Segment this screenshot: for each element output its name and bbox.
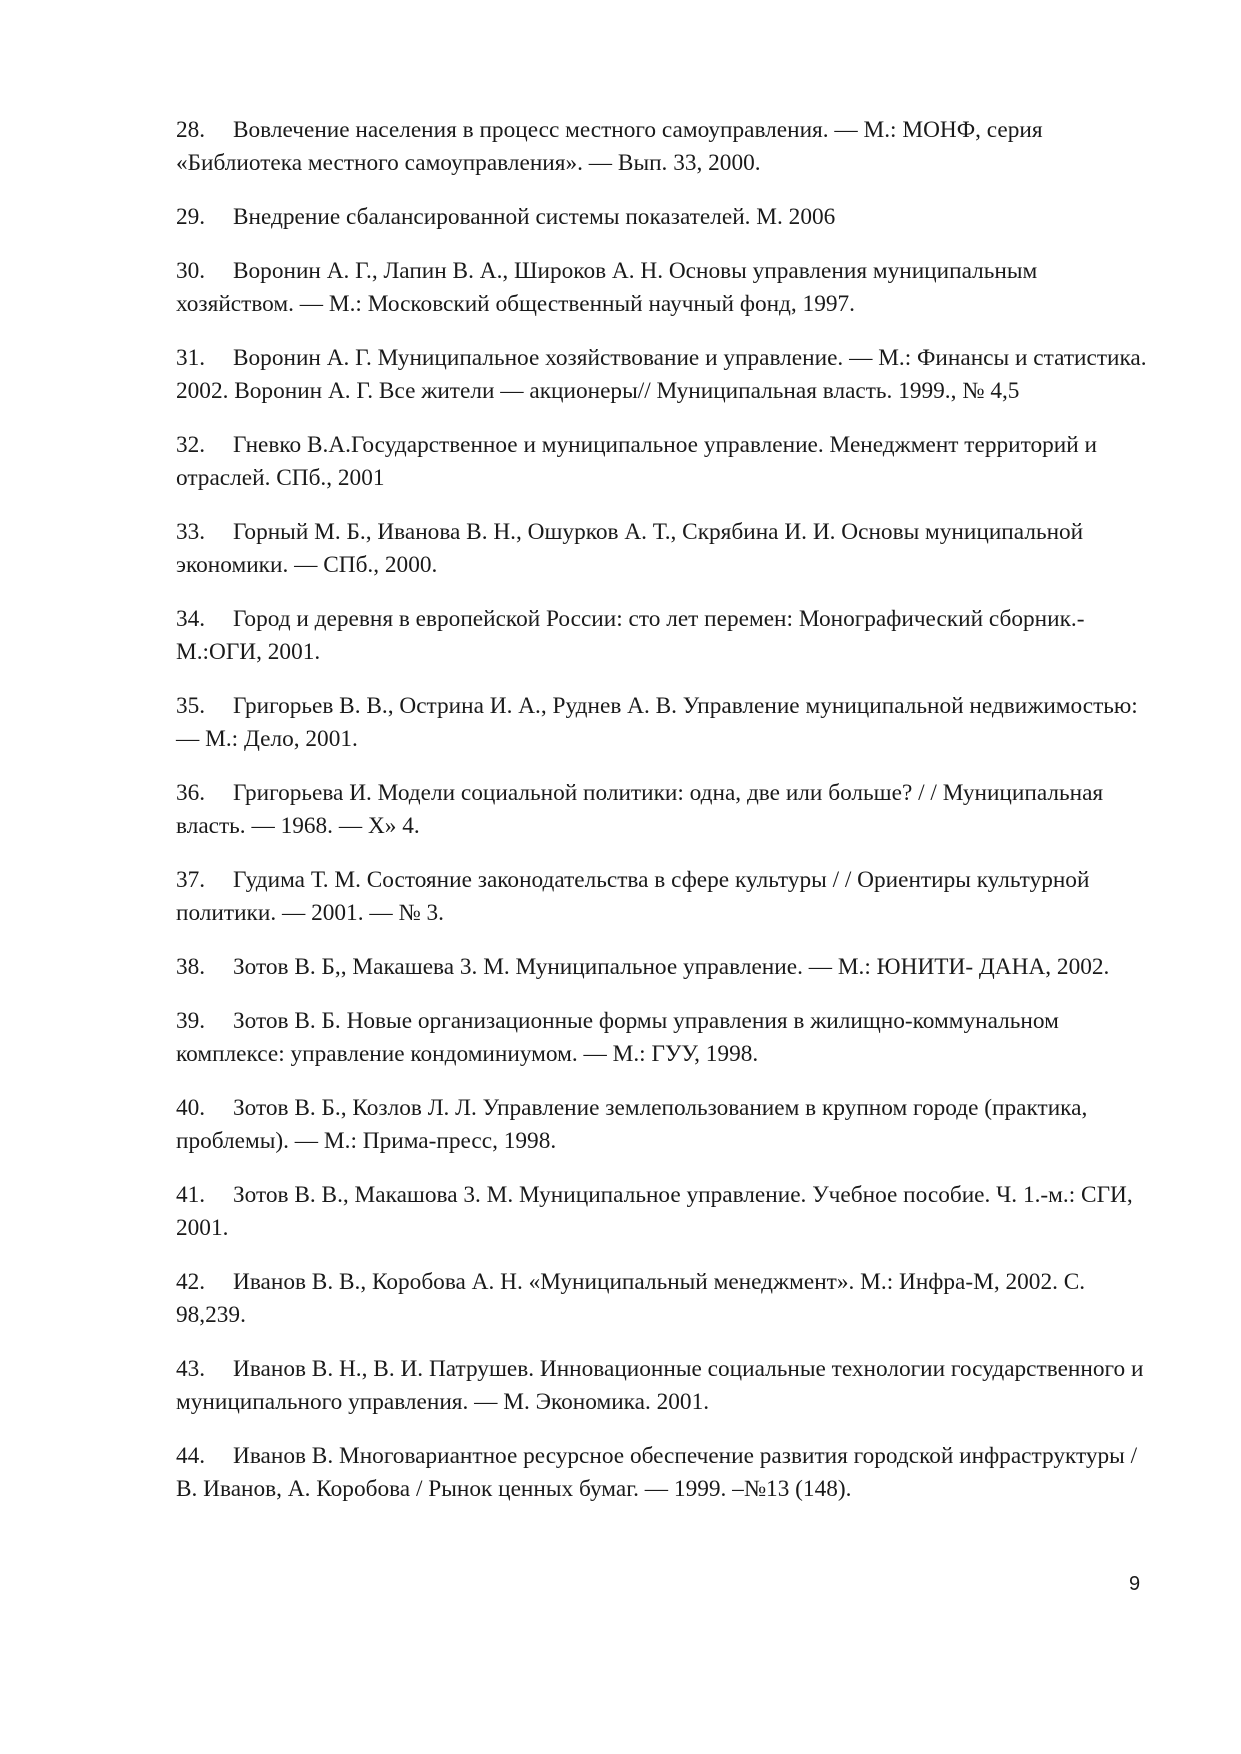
reference-item-38: [176, 951, 1156, 984]
reference-item-40: [176, 1092, 1156, 1158]
reference-number: 36.: [176, 780, 206, 806]
reference-text: Гневко В.А.Государственное и муниципальное управление. Менеджмент территорий и отраслей. СПб., 2001: [176, 432, 1097, 491]
reference-text: Горный М. Б., Иванова В. Н., Ошурков А. Т., Скрябина И. И. Основы муниципальной экономики. — СПб., 2000.: [176, 519, 1084, 578]
reference-number: 30.: [176, 258, 206, 284]
reference-number: 35.: [176, 693, 206, 719]
reference-text: Город и деревня в европейской России: сто лет перемен: Монографический сборник.-М.:ОГИ, 2001.: [176, 606, 1085, 665]
reference-text: Иванов В. В., Коробова А. Н. «Муниципальный менеджмент». М.: Инфра-М, 2002. С. 98,239.: [176, 1269, 1086, 1328]
reference-text: Воронин А. Г., Лапин В. А., Широков А. Н. Основы управления муниципальным хозяйством. — М.: Московский общественный научный фонд, 1997.: [176, 258, 1038, 317]
reference-text: Иванов В. Н., В. И. Патрушев. Инновационные социальные технологии государственного и муниципального управления. — М. Экономика. 2001.: [176, 1356, 1144, 1415]
reference-item-28: [176, 114, 1156, 180]
reference-number: 40.: [176, 1095, 206, 1121]
reference-item-44: [176, 1440, 1156, 1506]
reference-number: 29.: [176, 204, 206, 230]
reference-text: Зотов В. Б. Новые организационные формы управления в жилищно-коммунальном комплексе: управление кондоминиумом. — М.: ГУУ, 1998.: [176, 1008, 1059, 1067]
reference-item-37: [176, 864, 1156, 930]
reference-item-29: [176, 201, 1156, 234]
reference-item-42: [176, 1266, 1156, 1332]
reference-item-35: [176, 690, 1156, 756]
reference-item-39: [176, 1005, 1156, 1071]
reference-item-32: [176, 429, 1156, 495]
reference-number: 44.: [176, 1443, 206, 1469]
reference-text: Зотов В. Б,, Макашева 3. М. Муниципальное управление. — М.: ЮНИТИ- ДАНА, 2002.: [233, 954, 1110, 980]
reference-text: Воронин А. Г. Муниципальное хозяйствование и управление. — М.: Финансы и статистика. 2002. Воронин А. Г. Все жители — акционеры// Муниципальная власть. 1999., № 4,5: [176, 345, 1147, 404]
reference-item-41: [176, 1179, 1156, 1245]
reference-item-36: [176, 777, 1156, 843]
reference-number: 37.: [176, 867, 206, 893]
reference-number: 39.: [176, 1008, 206, 1034]
reference-text: Вовлечение населения в процесс местного самоуправления. — М.: МОНФ, серия «Библиотека местного самоуправления». — Вып. 33, 2000.: [176, 117, 1043, 176]
reference-number: 38.: [176, 954, 206, 980]
reference-number: 32.: [176, 432, 206, 458]
reference-number: 28.: [176, 117, 206, 143]
reference-item-33: [176, 516, 1156, 582]
reference-number: 43.: [176, 1356, 206, 1382]
reference-text: Зотов В. В., Макашова 3. М. Муниципальное управление. Учебное пособие. Ч. 1.-м.: СГИ, 2001.: [176, 1182, 1133, 1241]
reference-item-43: [176, 1353, 1156, 1419]
reference-text: Гудима Т. М. Состояние законодательства в сфере культуры / / Ориентиры культурной политики. — 2001. — № 3.: [176, 867, 1090, 926]
reference-text: Григорьева И. Модели социальной политики: одна, две или больше? / / Муниципальная власть. — 1968. — Х» 4.: [176, 780, 1104, 839]
reference-list: [176, 114, 1156, 1527]
reference-item-31: [176, 342, 1156, 408]
page-number: 9: [1129, 1573, 1141, 1595]
reference-number: 42.: [176, 1269, 206, 1295]
reference-text: Внедрение сбалансированной системы показателей. М. 2006: [233, 204, 836, 230]
reference-text: Зотов В. Б., Козлов Л. Л. Управление землепользованием в крупном городе (практика, проблемы). — М.: Прима-пресс, 1998.: [176, 1095, 1088, 1154]
reference-number: 33.: [176, 519, 206, 545]
reference-item-34: [176, 603, 1156, 669]
reference-text: Григорьев В. В., Острина И. А., Руднев А. В. Управление муниципальной недвижимостью: — М.: Дело, 2001.: [176, 693, 1138, 752]
reference-number: 34.: [176, 606, 206, 632]
reference-number: 31.: [176, 345, 206, 371]
reference-item-30: [176, 255, 1156, 321]
reference-text: Иванов В. Многовариантное ресурсное обеспечение развития городской инфраструктуры / В. Иванов, А. Коробова / Рынок ценных бумаг. — 1999. –№13 (148).: [176, 1443, 1138, 1502]
reference-number: 41.: [176, 1182, 206, 1208]
